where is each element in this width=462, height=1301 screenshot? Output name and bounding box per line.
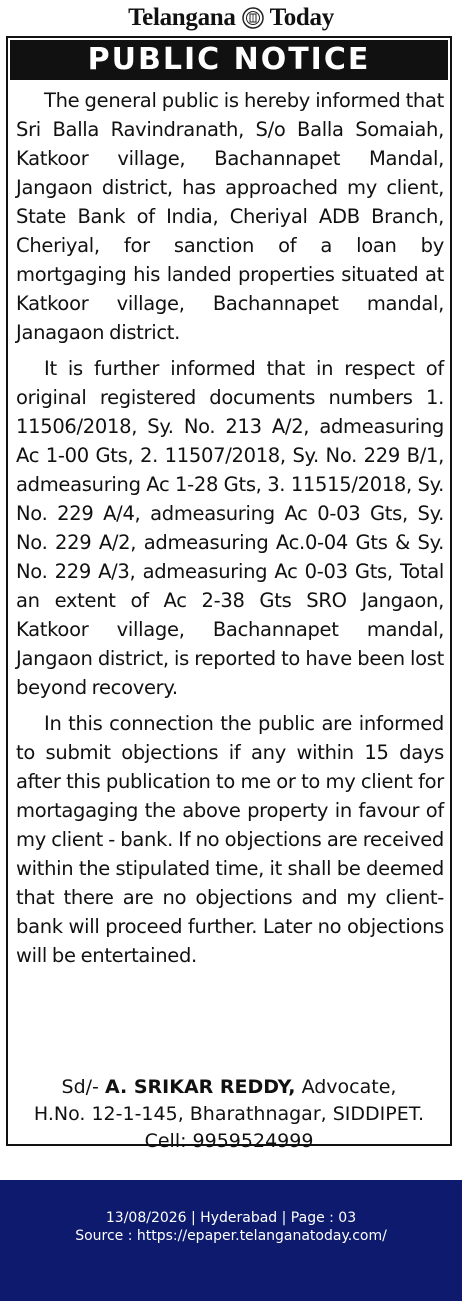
footer-date-line: 13/08/2026 | Hyderabad | Page : 03	[105, 1210, 357, 1226]
public-notice-box	[6, 36, 452, 1152]
advocate-cell: Cell: 9959524999	[144, 1130, 314, 1152]
newspaper-masthead	[0, 0, 462, 36]
masthead-left-word: Telangana	[128, 4, 236, 31]
advocate-designation: Advocate,	[301, 1076, 397, 1098]
notice-body	[16, 86, 444, 970]
advocate-address: H.No. 12-1-145, Bharathnagar, SIDDIPET.	[33, 1103, 425, 1125]
signature-line	[8, 1074, 450, 1101]
notice-title: PUBLIC NOTICE	[10, 40, 448, 80]
notice-paragraph-2: It is further informed that in respect of original registered documents numbers 1. 11506/2018, Sy. No. 213 A/2, admeasuring Ac 1-00 Gts, 2. 11507/2018, Sy. No. 229 B/1, admeasuring Ac 1-28 Gts, 3. 11515/2018, Sy. No. 229 A/4, admeasuring Ac 0-03 Gts, Sy. No. 229 A/2, admeasuring Ac.0-04 Gts & Sy. No. 229 A/3, admeasuring Ac 0-03 Gts, Total an extent of Ac 2-38 Gts SRO Jangaon, Katkoor village, Bachannapet mandal, Jangaon district, is reported to have been lost beyond recovery.	[16, 357, 444, 699]
notice-signature	[8, 1074, 450, 1155]
advocate-name: A. SRIKAR REDDY,	[104, 1076, 296, 1098]
state-emblem-icon	[242, 7, 264, 29]
footer-source-link[interactable]: Source : https://epaper.telanganatoday.com/	[75, 1228, 387, 1244]
notice-paragraph-3: In this connection the public are informed to submit objections if any within 15 days after this publication to me or to my client for mortagaging the above property in favour of my client - bank. If no objections are received within the stipulated time, it shall be deemed that there are no objections and my client-bank will proceed further. Later no objections will be entertained.	[16, 712, 444, 967]
masthead-right-word: Today	[269, 4, 334, 31]
signature-prefix: Sd/-	[61, 1076, 99, 1098]
source-footer	[0, 1180, 462, 1301]
notice-paragraph-1: The general public is hereby informed that Sri Balla Ravindranath, S/o Balla Somaiah, Katkoor village, Bachannapet Mandal, Jangaon district, has approached my client, State Bank of India, Cheriyal ADB Branch, Cheriyal, for sanction of a loan by mortgaging his landed properties situated at Katkoor village, Bachannapet mandal, Janagaon district.	[16, 89, 444, 344]
